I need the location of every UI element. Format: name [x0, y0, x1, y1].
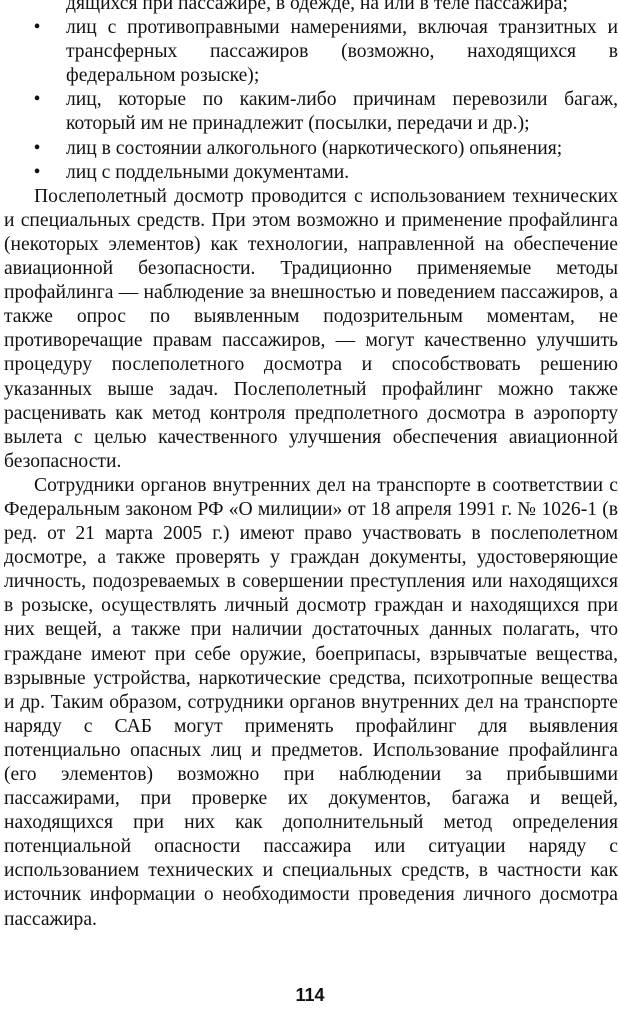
paragraph-police-officers: Сотрудники органов внутренних дел на транспорте в соответствии с Федеральным законом РФ «О милиции» от 18 апреля 1991 г. № 1026-1 (в ред. от 21 марта 2005 г.) имеют право участвовать в послеполетном досмотре, а также проверять у граждан документы, удостоверяющие личность, подозреваемых в совершении преступления или находящихся в розыске, осуществлять личный досмотр граждан и находящихся при них вещей, а также при наличии достаточных данных полагать, что граждане имеют при себе оружие, боеприпасы, взрывчатые вещества, взрывные устройства, наркотические средства, психотропные вещества и др. Таким образом, сотрудники органов внутренних дел на транспорте наряду с САБ могут применять профайлинг для выявления потенциально опасных лиц и предметов. Использование профайлинга (его элементов) возможно при наблюдении за прибывшими пассажирами, при проверке их документов, багажа и вещей, находящихся при них как дополнительный метод определения потенциальной опасности пассажира или ситуации наряду с использованием технических и специальных средств, в частности как источник информации о необходимости проведения личного досмотра пассажира. — [4, 474, 618, 930]
list-item-text: лиц с противоправными намерениями, включая транзитных и трансферных пассажиров (возможно, находящихся в федеральном розыске); — [66, 17, 618, 87]
list-item-text: дящихся при пассажире, в одежде, на или в теле пассажира; — [66, 0, 568, 14]
list-item-text: лиц, которые по каким-либо причинам перевозили багаж, который им не принадлежит (посылки, передачи и др.); — [66, 89, 618, 135]
bullet-marker: • — [33, 89, 41, 111]
page-number: 114 — [295, 985, 325, 1005]
list-item — [4, 161, 618, 185]
list-item — [4, 16, 618, 88]
list-item — [4, 88, 618, 136]
paragraph-post-flight-screening: Послеполетный досмотр проводится с использованием технических и специальных средств. При этом возможно и применение профайлинга (некоторых элементов) как технологии, направленной на обеспечение авиационной безопасности. Традиционно применяемые методы профайлинга — наблюдение за внешностью и поведением пассажиров, а также опрос по выявленным подозрительным моментам, не противоречащие правам пассажиров, — могут качественно улучшить процедуру послеполетного досмотра и способствовать решению указанных выше задач. Послеполетный профайлинг можно также расценивать как метод контроля предполетного досмотра в аэропорту вылета с целью качественного улучшения обеспечения авиационной безопасности. — [4, 185, 618, 472]
bullet-marker: • — [33, 137, 41, 159]
bullet-marker: • — [33, 161, 41, 183]
list-item-continuation — [4, 0, 618, 16]
bullet-marker: • — [33, 17, 41, 39]
list-item-text: лиц в состоянии алкогольного (наркотического) опьянения; — [66, 137, 563, 159]
list-item — [4, 137, 618, 161]
list-item-text: лиц с поддельными документами. — [66, 161, 350, 183]
body-text — [4, 0, 618, 932]
